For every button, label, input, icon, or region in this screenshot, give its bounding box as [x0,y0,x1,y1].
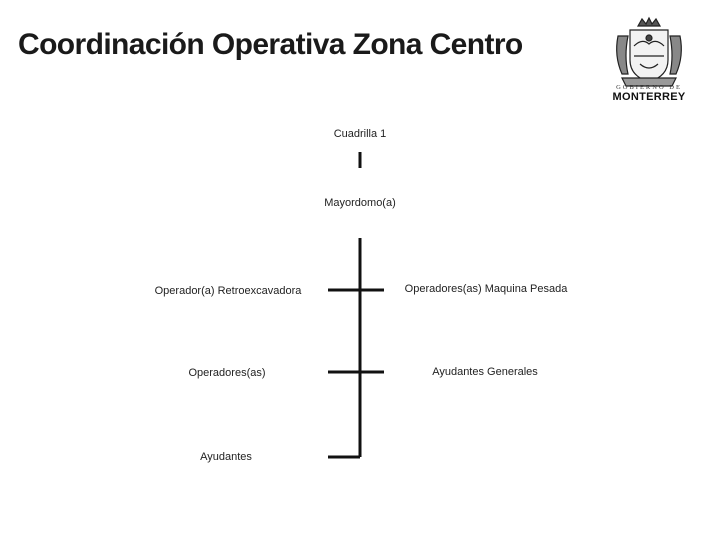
node-operador-retroexcavadora: Operador(a) Retroexcavadora [154,285,302,297]
node-ayudantes-generales: Ayudantes Generales [432,366,538,378]
node-operadores-maquina-pesada: Operadores(as) Maquina Pesada [404,283,568,295]
node-ayudantes: Ayudantes [200,451,252,463]
node-cuadrilla: Cuadrilla 1 [333,128,387,140]
page-title: Coordinación Operativa Zona Centro [18,28,523,61]
logo-text-gobierno: GOBIERNO DE [616,84,682,91]
node-mayordomo: Mayordomo(a) [324,197,396,209]
node-operadores: Operadores(as) [188,367,266,379]
logo-text-monterrey: MONTERREY [612,91,686,103]
